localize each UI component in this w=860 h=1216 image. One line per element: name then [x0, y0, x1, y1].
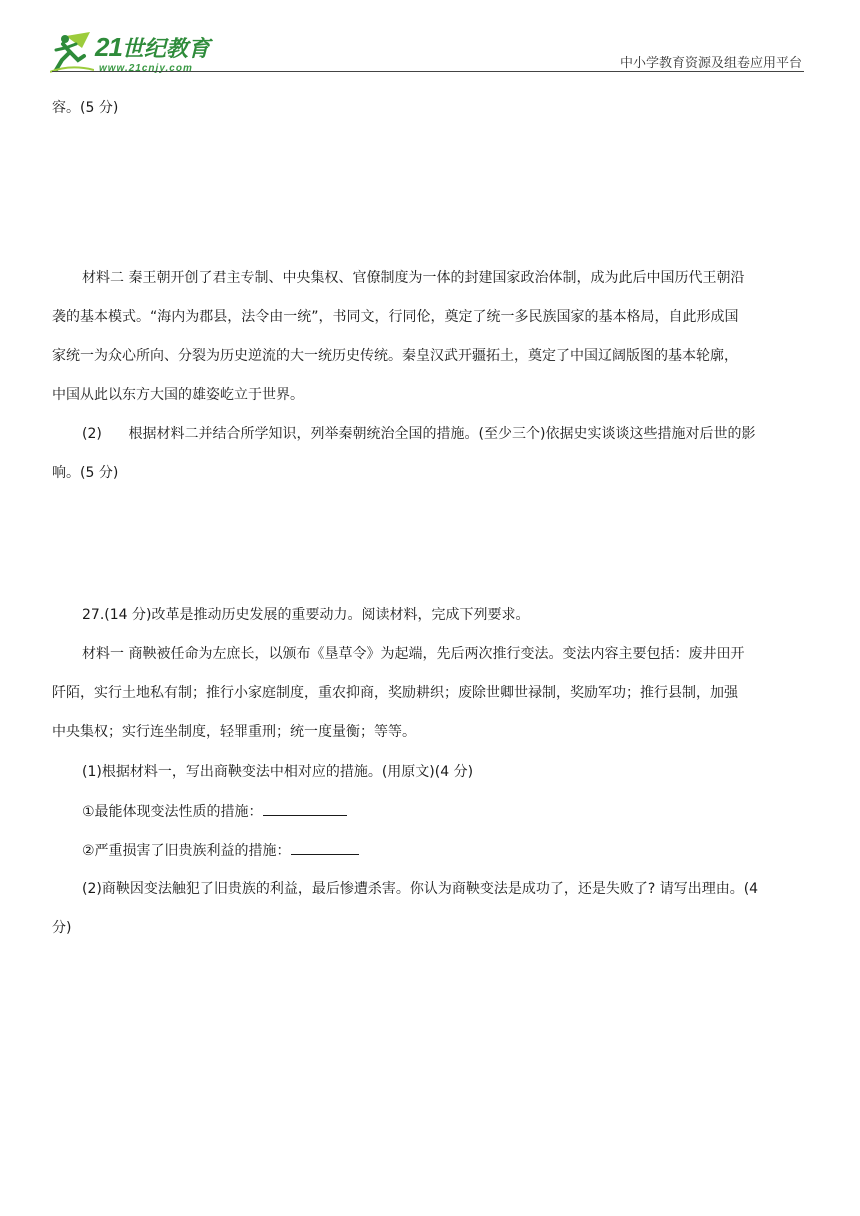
page-header [0, 0, 860, 80]
material-2-line-3: 家统一为众心所向、分裂为历史逆流的大一统历史传统。秦皇汉武开疆拓土，奠定了中国辽阔版图的基本轮廓， [52, 348, 738, 364]
platform-name: 中小学教育资源及组卷应用平台 [619, 56, 802, 71]
question-2-line-1: (2) 根据材料二并结合所学知识，列举秦朝统治全国的措施。(至少三个)依据史实谈谈这些措施对后世的影 [82, 426, 756, 442]
question-2-line-2: 响。(5 分) [52, 465, 119, 481]
material-2-line-4: 中国从此以东方大国的雄姿屹立于世界。 [52, 387, 304, 403]
sub-question-2-line-1: (2)商鞅因变法触犯了旧贵族的利益，最后惨遭杀害。你认为商鞅变法是成功了，还是失败了? 请写出理由。(4 [82, 881, 759, 897]
material-2-line-1: 材料二 秦王朝开创了君主专制、中央集权、官僚制度为一体的封建国家政治体制，成为此后中国历代王朝沿 [82, 270, 745, 286]
sub-question-1a-text: ①最能体现变法性质的措施： [82, 804, 263, 820]
material-2-line-2: 袭的基本模式。“海内为郡县，法令由一统”，书同文，行同伦，奠定了统一多民族国家的基本格局，自此形成国 [52, 309, 739, 325]
logo-url: www.21cnjy.com [99, 63, 193, 74]
sub-question-1: (1)根据材料一，写出商鞅变法中相对应的措施。(用原文)(4 分) [82, 764, 474, 780]
logo-cn-text: 世纪教育 [121, 36, 210, 61]
sub-question-2-line-2: 分) [52, 920, 72, 936]
sub-question-1a [82, 801, 808, 822]
sub-question-1b [82, 840, 808, 861]
answer-blank-2[interactable] [291, 840, 359, 855]
logo [50, 30, 220, 76]
material-1-line-2: 阡陌，实行土地私有制；推行小家庭制度，重农抑商，奖励耕织；废除世卿世禄制，奖励军功；推行县制，加强 [52, 685, 738, 701]
logo-number: 21 [95, 32, 122, 62]
material-1-line-3: 中央集权；实行连坐制度，轻罪重刑；统一度量衡；等等。 [52, 724, 416, 740]
header-divider [52, 71, 804, 72]
answer-blank-1[interactable] [263, 801, 347, 816]
question-tail: 容。(5 分) [52, 100, 119, 116]
question-27-title: 27.(14 分)改革是推动历史发展的重要动力。阅读材料，完成下列要求。 [82, 607, 530, 623]
sub-question-1b-text: ②严重损害了旧贵族利益的措施： [82, 843, 291, 859]
material-1-line-1: 材料一 商鞅被任命为左庶长，以颁布《垦草令》为起端，先后两次推行变法。变法内容主要包括：废井田开 [82, 646, 745, 662]
logo-wordmark [95, 32, 210, 63]
runner-logo-icon [50, 30, 94, 74]
